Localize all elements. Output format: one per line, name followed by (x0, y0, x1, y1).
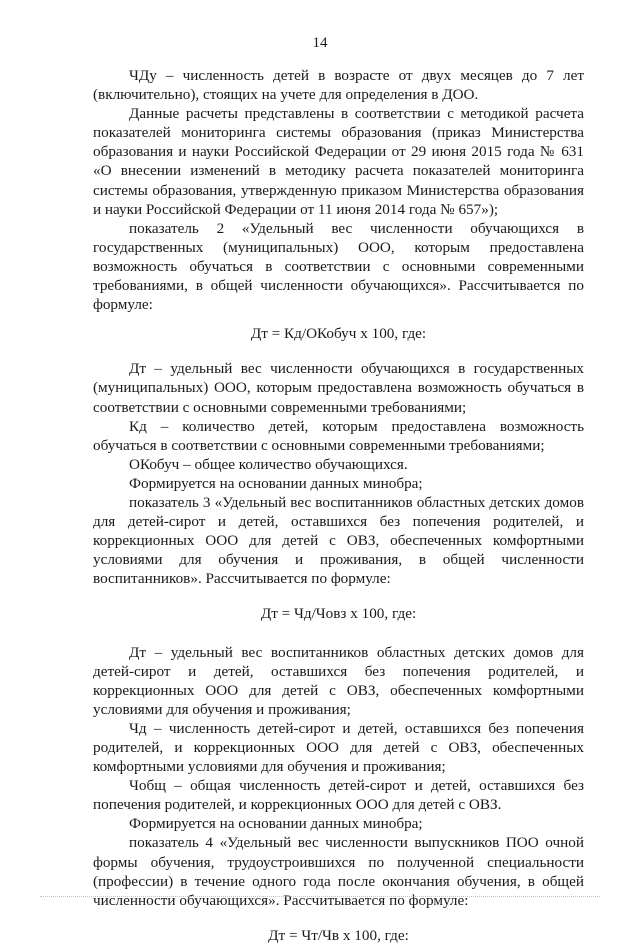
paragraph-indicator-2: показатель 2 «Удельный вес численности обучающихся в государственных (муниципальных) ООО, которым предоставлена возможность обучаться в соответствии с основными современными требованиями, в общей численности обучающихся». Рассчитывается по формуле: (93, 219, 584, 314)
formula-indicator-2: Дт = Кд/ОКобуч х 100, где: (250, 325, 427, 343)
paragraph-kd-definition: Кд – количество детей, которым предоставлена возможность обучаться в соответствии с основными современными требованиями; (93, 417, 584, 454)
scan-edge-artifact (40, 896, 600, 899)
paragraph-okobuch-definition: ОКобуч – общее количество обучающихся. (129, 455, 408, 473)
spacer (93, 343, 584, 359)
spacer (93, 588, 584, 604)
paragraph-indicator-4: показатель 4 «Удельный вес численности выпускников ПОО очной формы обучения, трудоустроившихся по полученной специальности (профессии) в течение одного года после окончания обучения, в общей численности обучающихся». Рассчитывается по формуле: (93, 834, 584, 909)
paragraph-chobsh-definition: Чобщ – общая численность детей-сирот и детей, оставшихся без попечения родителей, и коррекционных ООО для детей с ОВЗ. (93, 777, 584, 814)
document-body (93, 66, 584, 945)
page-number: 14 (312, 35, 328, 51)
formula-indicator-3: Дт = Чд/Човз х 100, где: (260, 605, 417, 623)
formula-indicator-4: Дт = Чт/Чв х 100, где: (268, 926, 409, 944)
paragraph-dt-definition-1: Дт – удельный вес численности обучающихся в государственных (муниципальных) ООО, которым предоставлена возможность обучаться в соответствии с основными современными требованиями; (93, 360, 584, 416)
spacer (93, 624, 584, 643)
paragraph-methodology-reference: Данные расчеты представлены в соответствии с методикой расчета показателей мониторинга системы образования (приказ Министерства образования и науки Российской Федерации от 29 июня 2015 года № 631 «О внесении изменений в методику расчета показателей мониторинга системы образования, утвержденную приказом Министерства образования и науки Российской Федерации от 11 июня 2014 года № 657»); (93, 105, 584, 218)
spacer (93, 314, 584, 324)
paragraph-source-2: Формируется на основании данных минобра; (129, 815, 423, 833)
spacer (93, 910, 584, 926)
paragraph-dt-definition-2: Дт – удельный вес воспитанников областных детских домов для детей-сирот и детей, оставшихся без попечения родителей, и коррекционных ООО для детей с ОВЗ, обеспеченных комфортными условиями для обучения и проживания; (93, 643, 584, 718)
paragraph-chd-definition: Чд – численность детей-сирот и детей, оставшихся без попечения родителей, и коррекционных ООО для детей с ОВЗ, обеспеченных комфортными условиями для обучения и проживания; (93, 719, 584, 776)
paragraph-source-1: Формируется на основании данных минобра; (129, 474, 423, 492)
paragraph-indicator-3: показатель 3 «Удельный вес воспитанников областных детских домов для детей-сирот и детей, оставшихся без попечения родителей, и коррекционных ООО для детей с ОВЗ, обеспеченных комфортными условиями для обучения и проживания, в общей численности воспитанников». Рассчитывается по формуле: (93, 493, 584, 588)
paragraph-chdu-definition: ЧДу – численность детей в возрасте от двух месяцев до 7 лет (включительно), стоящих на учете для определения в ДОО. (93, 67, 584, 104)
